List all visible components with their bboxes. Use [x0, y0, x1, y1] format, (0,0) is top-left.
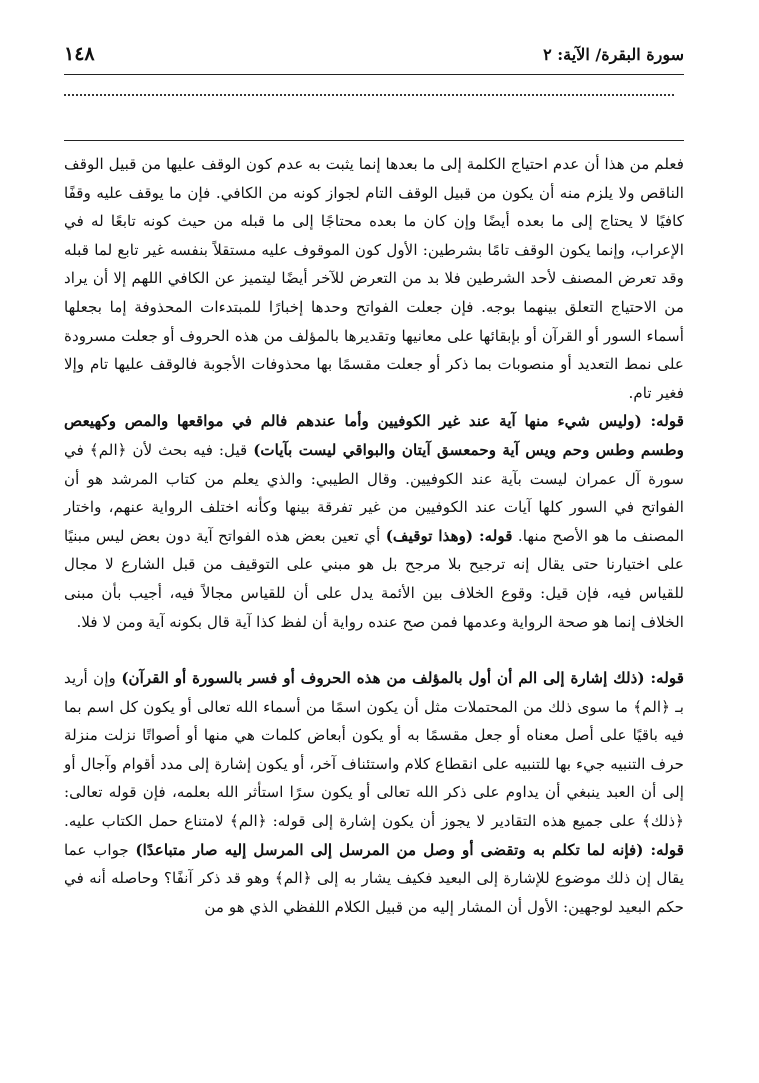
- section-divider: [64, 140, 684, 141]
- page-number: ١٤٨: [64, 43, 95, 65]
- paragraph-2-body-2: أي تعين بعض هذه الفواتح آية دون بعض ليس مبنيًا على اختيارنا حتى يقال إنه ترجيح بلا مرجح بل هو مبني على التوقيف من قبل الشارع لا مجال للقياس فيه، فإن قيل: وقوع الخلاف بين الأئمة يدل على أن للقياس مجالاً فيه، أجيب بأن مبنى الخلاف إنما هو صحة الرواية وعدمها فمن صح عنده رواية أن لفظ كذا آية قال بكونه آية ومن لا فلا.: [64, 526, 684, 631]
- paragraph-2-body: قيل: فيه بحث لأن ﴿الم﴾ في سورة آل عمران ليست بآية عند الكوفيين. وقال الطيبي: والذي يعلم من كتاب المرشد هو أن الفواتح في السور كلها آيات عند الكوفيين من غير تفرقة بينها وكأنه اختلف الرواية عنهم، واختار المصنف ما هو الأصح منها.: [64, 440, 684, 545]
- paragraph-3-lead-2: قوله: (فإنه لما تكلم به وتقضى أو وصل من المرسل إلى المرسل إليه صار متباعدًا): [135, 840, 684, 859]
- paragraph-2-lead: قوله: (وليس شيء منها آية عند غير الكوفيين وأما عندهم فالم في مواقعها والمص وكهيعص وطسم وطس وحم ويس آية وحمعسق آيتان والبواقي ليست بآيات): [64, 412, 684, 459]
- dotted-separator: [64, 94, 674, 96]
- paragraph-3: [64, 664, 684, 921]
- paragraph-2: [64, 407, 684, 636]
- paragraph-3-lead: قوله: (ذلك إشارة إلى الم أن أول بالمؤلف من هذه الحروف أو فسر بالسورة أو القرآن): [121, 669, 684, 688]
- paragraph-3-body: وإن أريد بـ ﴿الم﴾ ما سوى ذلك من المحتملات مثل أن يكون اسمًا من أسماء الله تعالى أو يكون كل اسم بما فيه باقيًا على أصل معناه أو جعل مقسمًا به أو يكون أبعاض كلمات هي منها أو أصواتًا نزلت منزلة حرف التنبيه جيء بها للتنبيه على انقطاع كلام واستئناف آخر، أو يكون إشارة إلى مدد أقوام وآجال أو إلى أن العبد ينبغي أن يداوم على ذكر الله تعالى أو يكون سرًا استأثر الله بعلمه، فإن قوله تعالى: ﴿ذلك﴾ على جميع هذه التقادير لا يجوز أن يكون إشارة إلى قوله: ﴿الم﴾ لامتناع حمل الكتاب عليه.: [64, 669, 684, 831]
- header-divider: [64, 74, 684, 75]
- commentary-text: [64, 150, 684, 921]
- paragraph-1: فعلم من هذا أن عدم احتياج الكلمة إلى ما بعدها إنما يثبت به عدم كون الوقف عليها من قبيل الوقف الناقص ولا يلزم منه أن يكون من قبيل الوقف التام لجواز كونه من الكافي. فإن ما يوقف عليه وقفًا كافيًا لا يحتاج إلى ما بعده أيضًا وإن كان ما بعده محتاجًا إلى ما قبله من حيث كونه تابعًا له في الإعراب، وإنما يكون الوقف تامًا بشرطين: الأول كون الموقوف عليه مستقلاً بنفسه غير تابع لما قبله وقد تعرض المصنف لأحد الشرطين فلا بد من التعرض للآخر أيضًا ليتميز عن الكافي اللهم إلا أن يراد من الاحتياج التعلق بينهما بوجه. فإن جعلت الفواتح وحدها إخبارًا للمبتدءات المحذوفة إما بجعلها أسماء السور أو القرآن أو بإبقائها على معانيها وتقديرها بالمؤلف من هذه الحروف أو جعلت مسرودة على نمط التعديد أو منصوبات بما ذكر أو جعلت مقسمًا بها محذوفات الأجوبة فالوقف عليها تام وإلا فغير تام.: [64, 155, 684, 402]
- paragraph-3-body-2: جواب عما يقال إن ذلك موضوع للإشارة إلى البعيد فكيف يشار به إلى ﴿الم﴾ وهو قد ذكر آنفًا؟ وحاصله أنه في حكم البعيد لوجهين: الأول أن المشار إليه من قبيل الكلام اللفظي الذي هو من: [64, 840, 684, 916]
- page-header: [64, 40, 684, 68]
- paragraph-2-lead-2: قوله: (وهذا توقيف): [385, 526, 513, 545]
- surah-verse-label: سورة البقرة/ الآية: ٢: [543, 44, 684, 64]
- paragraph-spacer: [64, 636, 684, 664]
